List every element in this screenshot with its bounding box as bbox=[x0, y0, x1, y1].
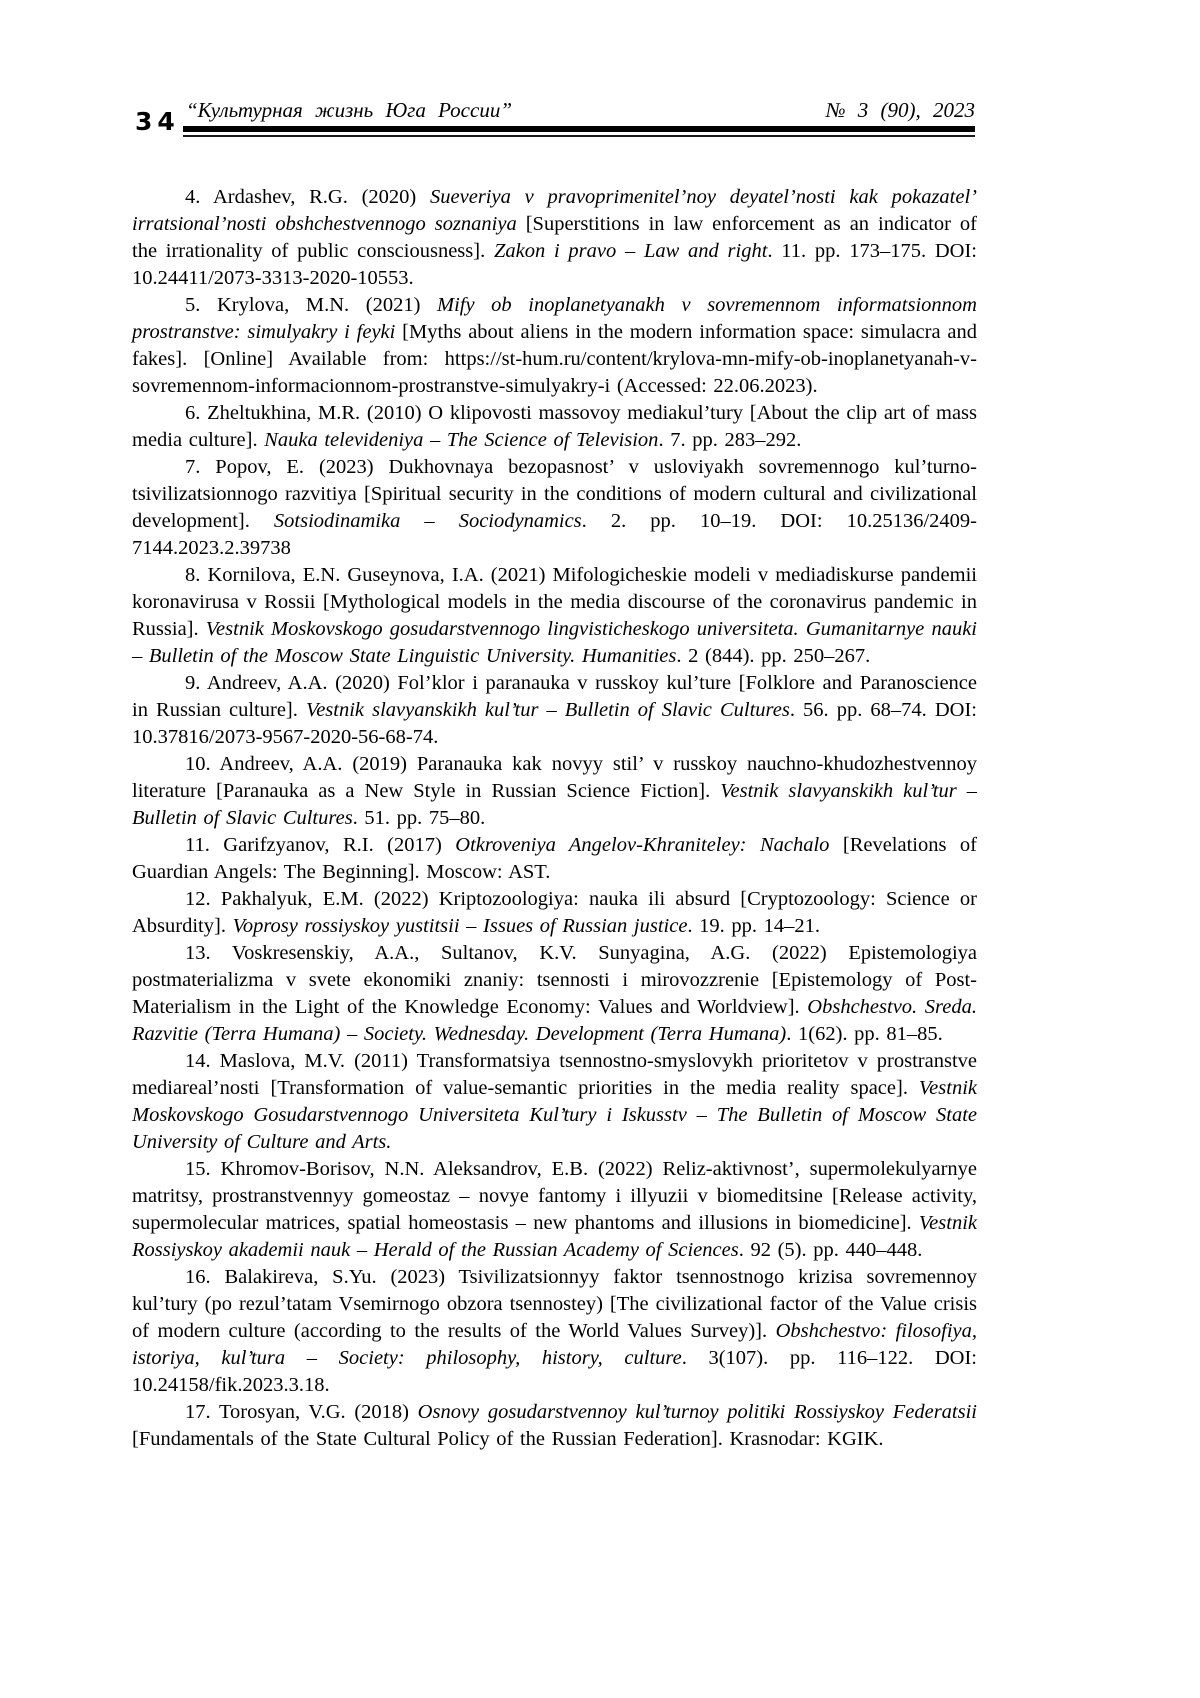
reference-text-segment: Sueveriya v pravoprimenitel’noy deyatel’nosti kak pokazatel’ irratsional’nosti obshchestvennogo soznaniya bbox=[132, 186, 977, 235]
reference-text-segment: [Revelations of Guardian Angels: The Beginning]. Moscow: AST. bbox=[132, 834, 977, 883]
reference-item bbox=[132, 940, 977, 1048]
reference-text-segment: 14. Maslova, M.V. (2011) Transformatsiya tsennostno-smyslovykh prioritetov v prostranstve mediareal’nosti [Transformation of value-semantic priorities in the media reality space]. bbox=[132, 1050, 977, 1099]
reference-text-segment: . 51. pp. 75–80. bbox=[352, 807, 486, 829]
journal-title: “Культурная жизнь Юга России” bbox=[186, 98, 512, 122]
reference-item bbox=[132, 454, 977, 562]
reference-text-segment: Voprosy rossiyskoy yustitsii – Issues of Russian justice bbox=[232, 915, 688, 937]
reference-text-segment: 9. Andreev, A.A. (2020) Fol’klor i paranauka v russkoy kul’ture [Folklore and Paranoscience in Russian culture]. bbox=[132, 672, 977, 721]
reference-text-segment: 6. Zheltukhina, M.R. (2010) O klipovosti massovoy mediakul’tury [About the clip art of mass media culture]. bbox=[132, 402, 977, 451]
reference-text-segment: . 1(62). pp. 81–85. bbox=[786, 1023, 943, 1045]
reference-text-segment: Obshchestvo: filosofiya, istoriya, kul’tura – Society: philosophy, history, culture bbox=[132, 1320, 978, 1369]
issue-info: № 3 (90), 2023 bbox=[825, 98, 975, 122]
reference-text-segment: 13. Voskresenskiy, A.A., Sultanov, K.V. Sunyagina, A.G. (2022) Epistemologiya postmaterializma v svete ekonomiki znaniy: tsennosti i mirovozzrenie [Epistemology of Post-Materialism in the Light of the Knowledge Economy: Values and Worldview]. bbox=[132, 942, 977, 1018]
reference-text-segment: [Myths about aliens in the modern information space: simulacra and fakes]. [Online] Available from: https://st-hum.ru/content/krylova-mn-mify-ob-inoplanetyanah-v-sovremennom-informacionnom-prostranstve-simulyakry-i (Accessed: 22.06.2023). bbox=[132, 321, 977, 397]
reference-text-segment: . 2 (844). pp. 250–267. bbox=[676, 645, 871, 667]
reference-item bbox=[132, 292, 977, 400]
reference-text-segment: Sotsiodinamika – Sociodynamics bbox=[273, 510, 582, 532]
reference-text-segment: 15. Khromov-Borisov, N.N. Aleksandrov, E.B. (2022) Reliz-aktivnost’, supermolekulyarnye matritsy, prostranstvennyy gomeostaz – novye fantomy i illyuzii v biomeditsine [Release activity, supermolecular matrices, spatial homeostasis – new phantoms and illusions in biomedicine]. bbox=[132, 1158, 977, 1234]
page-number: 34 bbox=[135, 107, 180, 136]
header-rule-thin-line bbox=[183, 135, 975, 137]
reference-text-segment: 10. Andreev, A.A. (2019) Paranauka kak novyy stil’ v russkoy nauchno-khudozhestvennoy literature [Paranauka as a New Style in Russian Science Fiction]. bbox=[132, 753, 977, 802]
reference-text-segment: 7. Popov, E. (2023) Dukhovnaya bezopasnost’ v usloviyakh sovremennogo kul’turno-tsivilizatsionnogo razvitiya [Spiritual security in the conditions of modern cultural and civilizational development]. bbox=[132, 456, 977, 532]
reference-text-segment: . 2. pp. 10–19. DOI: 10.25136/2409-7144.2023.2.39738 bbox=[132, 510, 978, 559]
reference-text-segment: . 56. pp. 68–74. DOI: 10.37816/2073-9567-2020-56-68-74. bbox=[132, 699, 977, 748]
reference-text-segment: Osnovy gosudarstvennoy kul’turnoy politiki Rossiyskoy Federatsii bbox=[417, 1401, 977, 1423]
reference-text-segment: Mify ob inoplanetyanakh v sovremennom informatsionnom prostranstve: simulyakry i feyki bbox=[132, 294, 977, 343]
reference-text-segment: 5. Krylova, M.N. (2021) bbox=[185, 294, 437, 316]
reference-text-segment: Vestnik Moskovskogo Gosudarstvennogo Universiteta Kul’tury i Iskusstv – The Bulletin of Moscow State University of Culture and Arts. bbox=[132, 1077, 977, 1153]
reference-text-segment: 17. Torosyan, V.G. (2018) bbox=[185, 1401, 418, 1423]
header-rule-thick-line bbox=[183, 126, 975, 132]
reference-text-segment: . 11. pp. 173–175. DOI: 10.24411/2073-3313-2020-10553. bbox=[132, 240, 978, 289]
references-list bbox=[132, 184, 977, 1453]
reference-item bbox=[132, 1399, 977, 1453]
reference-text-segment: . 3(107). pp. 116–122. DOI: 10.24158/fik.2023.3.18. bbox=[132, 1347, 977, 1396]
reference-item bbox=[132, 562, 977, 670]
reference-text-segment: Zakon i pravo – Law and right bbox=[493, 240, 768, 262]
reference-item bbox=[132, 1156, 977, 1264]
reference-text-segment: Otkroveniya Angelov-Khraniteley: Nachalo bbox=[455, 834, 830, 856]
reference-item bbox=[132, 751, 977, 832]
reference-item bbox=[132, 400, 977, 454]
reference-text-segment: . 19. pp. 14–21. bbox=[687, 915, 821, 937]
reference-item bbox=[132, 1048, 977, 1156]
reference-text-segment: Vestnik slavyanskikh kul’tur – Bulletin of Slavic Cultures bbox=[132, 780, 977, 829]
reference-text-segment: Nauka televideniya – The Science of Television bbox=[264, 429, 659, 451]
running-head bbox=[186, 97, 975, 123]
reference-text-segment: [Fundamentals of the State Cultural Policy of the Russian Federation]. Krasnodar: KGIK. bbox=[132, 1428, 884, 1450]
reference-text-segment: Vestnik Rossiyskoy akademii nauk – Herald of the Russian Academy of Sciences bbox=[132, 1212, 977, 1261]
reference-item bbox=[132, 1264, 977, 1399]
reference-item bbox=[132, 670, 977, 751]
reference-text-segment: . 7. pp. 283–292. bbox=[658, 429, 802, 451]
reference-item bbox=[132, 832, 977, 886]
reference-text-segment: 11. Garifzyanov, R.I. (2017) bbox=[185, 834, 456, 856]
reference-item bbox=[132, 184, 977, 292]
reference-text-segment: Obshchestvo. Sreda. Razvitie (Terra Humana) – Society. Wednesday. Development (Terra Humana) bbox=[132, 996, 977, 1045]
reference-text-segment: 8. Kornilova, E.N. Guseynova, I.A. (2021) Mifologicheskie modeli v mediadiskurse pandemii koronavirusa v Rossii [Mythological models in the media discourse of the coronavirus pandemic in Russia]. bbox=[132, 564, 977, 640]
header-rule bbox=[183, 126, 975, 137]
reference-text-segment: Vestnik Moskovskogo gosudarstvennogo lingvisticheskogo universiteta. Gumanitarnye nauki – Bulletin of the Moscow State Linguistic University. Humanities bbox=[132, 618, 977, 667]
reference-item bbox=[132, 886, 977, 940]
reference-text-segment: [Superstitions in law enforcement as an indicator of the irrationality of public consciousness]. bbox=[132, 213, 977, 262]
reference-text-segment: 16. Balakireva, S.Yu. (2023) Tsivilizatsionnyy faktor tsennostnogo krizisa sovremennoy kul’tury (po rezul’tatam Vsemirnogo obzora tsennostey) [The civilizational factor of the Value crisis of modern culture (according to the results of the World Values Survey)]. bbox=[132, 1266, 977, 1342]
reference-text-segment: . 92 (5). pp. 440–448. bbox=[738, 1239, 923, 1261]
reference-text-segment: 12. Pakhalyuk, E.M. (2022) Kriptozoologiya: nauka ili absurd [Cryptozoology: Science or Absurdity]. bbox=[132, 888, 977, 937]
reference-text-segment: 4. Ardashev, R.G. (2020) bbox=[185, 186, 431, 208]
reference-text-segment: Vestnik slavyanskikh kul’tur – Bulletin of Slavic Cultures bbox=[305, 699, 790, 721]
